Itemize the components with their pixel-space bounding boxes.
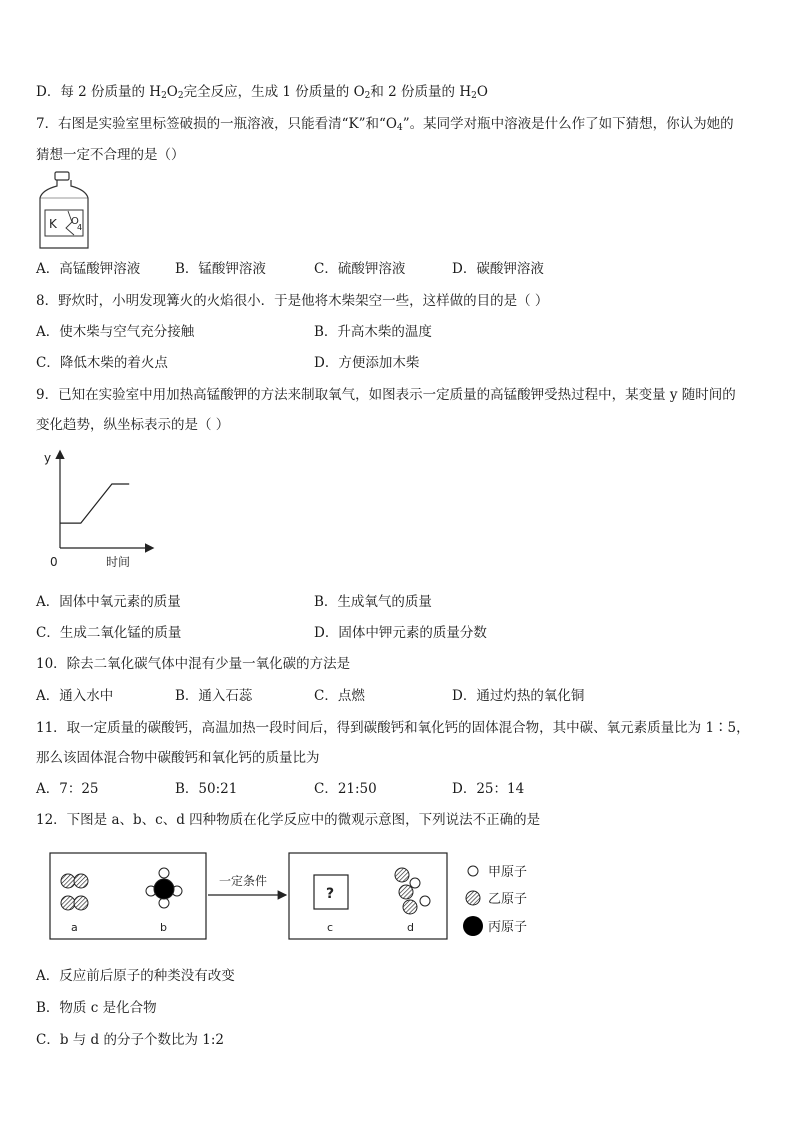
q12-option-a[interactable]: A．反应前后原子的种类没有改变 <box>36 968 235 984</box>
label-d: d <box>407 921 414 934</box>
unknown-mark: ? <box>326 886 335 902</box>
q11-stem-line-1: 11．取一定质量的碳酸钙，高温加热一段时间后，得到碳酸钙和氧化钙的固体混合物，其中碳、氧元素质量比为 1∶5， <box>36 720 750 736</box>
x-axis-label: 时间 <box>106 555 131 569</box>
q7-option-b[interactable]: B．锰酸钾溶液 <box>175 261 266 277</box>
label-b: b <box>160 921 167 934</box>
q12-option-c[interactable]: C．b 与 d 的分子个数比为 1:2 <box>36 1032 225 1048</box>
q8-option-a[interactable]: A．使木柴与空气充分接触 <box>36 324 195 340</box>
q9-line-chart <box>36 448 156 572</box>
q12-reaction-diagram <box>36 845 556 945</box>
q6-d-text-4: O <box>476 84 488 100</box>
label-c: c <box>327 921 334 934</box>
origin-label: 0 <box>50 555 58 569</box>
molecule-b <box>146 868 182 908</box>
molecule-d <box>395 868 430 914</box>
q11-option-c[interactable]: C．21:50 <box>314 781 377 797</box>
q7-option-d[interactable]: D．碳酸钾溶液 <box>452 261 544 277</box>
legend-bing: 丙原子 <box>488 920 528 935</box>
q9-option-b[interactable]: B．生成氧气的质量 <box>314 594 432 610</box>
q9-stem-line-1: 9．已知在实验室中用加热高锰酸钾的方法来制取氧气，如图表示一定质量的高锰酸钾受热过程中，某变量 y 随时间的 <box>36 387 736 403</box>
q7-stem-a: 7．右图是实验室里标签破损的一瓶溶液，只能看清“K”和“O <box>36 116 397 132</box>
q7-stem-line-2: 猜想一定不合理的是（） <box>36 147 185 163</box>
q6-d-text-o: O <box>166 84 178 100</box>
q12-stem: 12．下图是 a、b、c、d 四种物质在化学反应中的微观示意图，下列说法不正确的是 <box>36 812 541 828</box>
q7-stem-line-1 <box>36 115 734 137</box>
q6-d-text-1: D．每 2 份质量的 H <box>36 84 162 100</box>
bottle-label-4: 4 <box>77 223 83 232</box>
q9-option-c[interactable]: C．生成二氧化锰的质量 <box>36 625 182 641</box>
q6-d-sub-3: 2 <box>364 91 371 101</box>
q11-option-b[interactable]: B．50:21 <box>175 781 238 797</box>
q10-option-d[interactable]: D．通过灼热的氧化铜 <box>452 688 585 704</box>
q9-option-a[interactable]: A．固体中氧元素的质量 <box>36 594 181 610</box>
q8-option-d[interactable]: D．方便添加木柴 <box>314 355 420 371</box>
reaction-condition: 一定条件 <box>219 874 268 888</box>
q11-option-d[interactable]: D．25：14 <box>452 781 525 797</box>
q6-d-sub-1: 2 <box>161 91 167 101</box>
reagent-bottle-figure <box>36 170 92 252</box>
q10-option-a[interactable]: A．通入水中 <box>36 688 114 704</box>
q10-option-c[interactable]: C．点燃 <box>314 688 365 704</box>
y-axis-label: y <box>44 451 52 465</box>
bottle-label-o: O <box>71 216 79 227</box>
q8-stem: 8．野炊时，小明发现篝火的火焰很小．于是他将木柴架空一些，这样做的目的是（ ） <box>36 293 549 309</box>
q11-option-a[interactable]: A．7：25 <box>36 781 99 797</box>
q6-d-text-2: 完全反应，生成 1 份质量的 O <box>183 84 365 100</box>
legend <box>463 865 527 936</box>
bottle-label-k: K <box>49 217 57 231</box>
series-line <box>60 484 129 523</box>
legend-yi: 乙原子 <box>488 892 528 907</box>
q8-option-b[interactable]: B．升高木柴的温度 <box>314 324 432 340</box>
legend-jia: 甲原子 <box>488 865 528 880</box>
q11-stem-line-2: 那么该固体混合物中碳酸钙和氧化钙的质量比为 <box>36 750 320 766</box>
q6-d-sub-4: 2 <box>471 91 477 101</box>
q10-stem: 10．除去二氧化碳气体中混有少量一氧化碳的方法是 <box>36 656 351 672</box>
q7-option-c[interactable]: C．硫酸钾溶液 <box>314 261 406 277</box>
molecule-a <box>61 874 88 910</box>
q6-d-sub-2: 2 <box>177 91 184 101</box>
q10-option-b[interactable]: B．通入石蕊 <box>175 688 253 704</box>
q6-d-text-3: 和 2 份质量的 H <box>370 84 472 100</box>
q12-option-b[interactable]: B．物质 c 是化合物 <box>36 1000 157 1016</box>
q7-stem-sub: 4 <box>396 123 403 133</box>
q7-option-a[interactable]: A．高锰酸钾溶液 <box>36 261 141 277</box>
q8-option-c[interactable]: C．降低木柴的着火点 <box>36 355 168 371</box>
q9-option-d[interactable]: D．固体中钾元素的质量分数 <box>314 625 487 641</box>
q7-stem-b: ”。某同学对瓶中溶液是什么作了如下猜想，你认为她的 <box>402 116 734 132</box>
label-a: a <box>71 921 78 934</box>
q9-stem-line-2: 变化趋势，纵坐标表示的是（ ） <box>36 417 230 433</box>
q6-option-d <box>36 83 488 105</box>
